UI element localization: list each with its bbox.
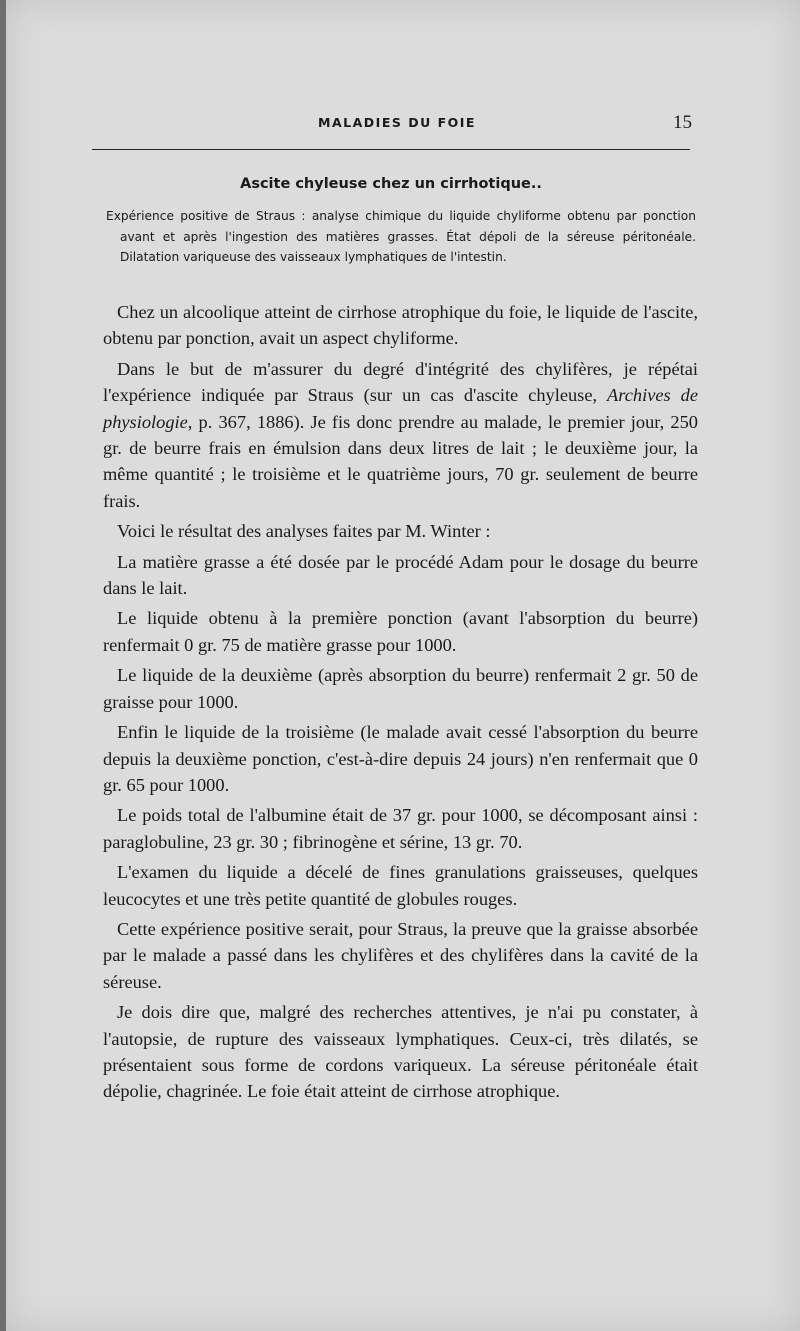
section-title: Ascite chyleuse chez un cirrhotique.. [240,176,542,192]
paragraph: Le liquide obtenu à la première ponction (avant l'absorption du beurre) renfermait 0 gr. 75 de matière grasse pour 1000. [103,608,698,655]
running-title: MALADIES DU FOIE [318,115,476,130]
paragraph: La matière grasse a été dosée par le procédé Adam pour le dosage du beurre dans le lait. [103,551,698,599]
paragraph: Chez un alcoolique atteint de cirrhose atrophique du foie, le liquide de l'ascite, obtenu par ponction, avait un aspect chyliforme. [103,302,698,349]
header-rule [92,149,690,150]
paragraph: Voici le résultat des analyses faites par M. Winter : [117,521,491,542]
paragraph: L'examen du liquide a décelé de fines granulations graisseuses, quelques leucocytes et une très petite quantité de globules rouges. [103,862,698,909]
summary-text: Expérience positive de Straus : analyse chimique du liquide chyliforme obtenu par ponction avant et après l'ingestion des matières grasses. État dépoli de la séreuse péritonéale. Dilatation variqueuse des vaisseaux lymphatiques de l'intestin. [106,209,696,264]
page-header [98,112,696,136]
paragraph: Enfin le liquide de la troisième (le malade avait cessé l'absorption du beurre depuis la deuxième ponction, c'est-à-dire depuis 24 jours) n'en renfermait que 0 gr. 65 pour 1000. [103,722,698,795]
citation-title: Archives de physiologie [103,385,698,432]
paragraph: Cette expérience positive serait, pour Straus, la preuve que la graisse absorbée par le malade a passé dans les chylifères et des chylifères dans la cavité de la séreuse. [103,918,698,992]
paragraph-text: , p. 367, 1886). Je fis donc prendre au malade, le premier jour, 250 gr. de beurre frais en émulsion dans deux litres de lait ; le deuxième jour, la même quantité ; le troisième et le quatrième jours, 70 gr. seulement de beurre frais. [103,411,698,511]
paragraph-text: Dans le but de m'assurer du degré d'intégrité des chylifères, je répétai l'expérience indiquée par Straus (sur un cas d'ascite chyleuse, [103,358,698,406]
section-summary [106,206,696,268]
paragraph [103,356,698,514]
body-text [103,299,698,1109]
paragraph: Le liquide de la deuxième (après absorption du beurre) renfermait 2 gr. 50 de graisse pour 1000. [103,665,698,712]
paragraph: Le poids total de l'albumine était de 37 gr. pour 1000, se décomposant ainsi : paraglobuline, 23 gr. 30 ; fibrinogène et sérine, 13 gr. 70. [103,805,698,852]
paragraph: Je dois dire que, malgré des recherches attentives, je n'ai pu constater, à l'autopsie, de rupture des vaisseaux lymphatiques. Ceux-ci, très dilatés, se présentaient sous forme de cordons variqueux. La séreuse péritonéale était dépolie, chagrinée. Le foie était atteint de cirrhose atrophique. [103,1002,698,1102]
page-number: 15 [673,112,692,133]
